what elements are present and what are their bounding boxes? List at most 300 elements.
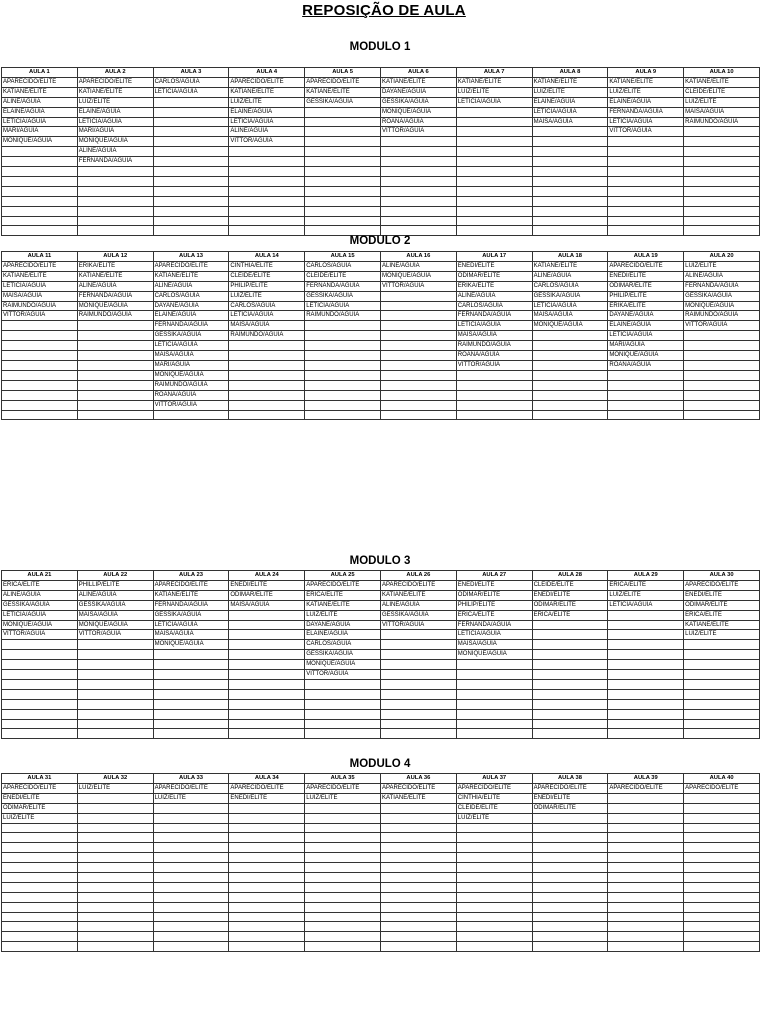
table-cell: VITTOR/AGUIA xyxy=(305,670,381,680)
table-cell xyxy=(532,863,608,873)
table-cell xyxy=(77,922,153,932)
table-cell xyxy=(532,882,608,892)
table-cell xyxy=(608,863,684,873)
table-cell xyxy=(380,853,456,863)
table-cell xyxy=(684,863,760,873)
table-cell: LUIZ/ELITE xyxy=(684,630,760,640)
table-cell xyxy=(2,699,78,709)
table-cell: ENEDI/ELITE xyxy=(532,590,608,600)
table-cell xyxy=(608,932,684,942)
table-row xyxy=(2,216,760,226)
table-cell: ODIMAR/ELITE xyxy=(456,271,532,281)
table-cell xyxy=(77,892,153,902)
table-cell xyxy=(2,872,78,882)
table-cell xyxy=(2,882,78,892)
table-cell xyxy=(77,321,153,331)
column-header: AULA 1 xyxy=(2,68,78,78)
table-cell xyxy=(77,186,153,196)
table-row xyxy=(2,370,760,380)
table-cell: KATIANE/ELITE xyxy=(532,261,608,271)
table-cell xyxy=(608,872,684,882)
table-header-row xyxy=(2,774,760,784)
table-cell xyxy=(608,206,684,216)
table-cell xyxy=(380,331,456,341)
table-cell: ERICA/ELITE xyxy=(608,580,684,590)
table-cell xyxy=(229,410,305,420)
table-cell: VITTOR/AGUIA xyxy=(608,127,684,137)
column-header: AULA 30 xyxy=(684,571,760,581)
table-cell: KATIANE/ELITE xyxy=(380,590,456,600)
table-cell xyxy=(153,892,229,902)
table-cell xyxy=(456,902,532,912)
table-cell: ODIMAR/ELITE xyxy=(684,600,760,610)
table-row xyxy=(2,719,760,729)
table-cell: ERICA/ELITE xyxy=(456,610,532,620)
table-cell xyxy=(305,167,381,177)
table-cell xyxy=(229,390,305,400)
table-cell xyxy=(456,892,532,902)
table-cell: ENEDI/ELITE xyxy=(229,580,305,590)
table-cell xyxy=(684,216,760,226)
table-cell: LETICIA/AGUIA xyxy=(2,610,78,620)
column-header: AULA 12 xyxy=(77,252,153,262)
table-cell: VITTOR/AGUIA xyxy=(380,281,456,291)
table-cell: LUIZ/ELITE xyxy=(532,87,608,97)
table-cell: LETICIA/AGUIA xyxy=(532,301,608,311)
table-row xyxy=(2,610,760,620)
column-header: AULA 17 xyxy=(456,252,532,262)
table-cell xyxy=(456,216,532,226)
table-cell xyxy=(305,186,381,196)
table-cell xyxy=(77,216,153,226)
table-cell xyxy=(380,147,456,157)
table-cell xyxy=(456,400,532,410)
table-cell xyxy=(77,902,153,912)
table-row xyxy=(2,709,760,719)
table-cell: KATIANE/ELITE xyxy=(305,600,381,610)
table-cell xyxy=(380,186,456,196)
table-cell: CARLOS/AGUIA xyxy=(305,261,381,271)
table-cell xyxy=(380,729,456,739)
table-cell xyxy=(153,699,229,709)
table-cell xyxy=(684,127,760,137)
table-cell: APARECIDO/ELITE xyxy=(684,580,760,590)
table-cell xyxy=(77,823,153,833)
table-cell xyxy=(380,311,456,321)
table-cell: ALINE/AGUIA xyxy=(380,261,456,271)
table-cell: MAISA/AGUIA xyxy=(456,331,532,341)
table-cell: ROANA/AGUIA xyxy=(153,390,229,400)
table-cell xyxy=(456,370,532,380)
table-row xyxy=(2,679,760,689)
table-row xyxy=(2,833,760,843)
table-cell xyxy=(305,863,381,873)
table-cell: KATIANE/ELITE xyxy=(77,87,153,97)
table-cell: CARLOS/AGUIA xyxy=(153,77,229,87)
table-cell xyxy=(608,813,684,823)
table-cell: RAIMUNDO/AGUIA xyxy=(456,341,532,351)
table-cell xyxy=(532,689,608,699)
table-cell xyxy=(2,321,78,331)
table-cell: LUIZ/ELITE xyxy=(229,97,305,107)
table-row xyxy=(2,271,760,281)
table-cell xyxy=(2,719,78,729)
table-cell xyxy=(456,719,532,729)
table-cell xyxy=(229,380,305,390)
table-cell: VITTOR/AGUIA xyxy=(2,630,78,640)
table-cell xyxy=(684,922,760,932)
table-cell xyxy=(532,892,608,902)
table-cell xyxy=(608,147,684,157)
table-cell xyxy=(229,902,305,912)
table-cell xyxy=(305,843,381,853)
table-cell: KATIANE/ELITE xyxy=(229,87,305,97)
table-cell xyxy=(684,410,760,420)
table-cell: VITTOR/AGUIA xyxy=(229,137,305,147)
column-header: AULA 7 xyxy=(456,68,532,78)
table-cell xyxy=(532,729,608,739)
table-row xyxy=(2,793,760,803)
table-cell: GESSIKA/AGUIA xyxy=(305,291,381,301)
table-cell xyxy=(684,689,760,699)
table-cell xyxy=(380,196,456,206)
table-cell xyxy=(229,341,305,351)
table-cell xyxy=(153,922,229,932)
table-cell xyxy=(229,833,305,843)
table-cell xyxy=(532,853,608,863)
table-cell: FERNANDA/AGUIA xyxy=(77,157,153,167)
table-cell xyxy=(532,331,608,341)
table-cell xyxy=(153,942,229,952)
table-cell xyxy=(77,699,153,709)
table-cell xyxy=(77,410,153,420)
table-cell: APARECIDO/ELITE xyxy=(380,783,456,793)
table-cell: LETICIA/AGUIA xyxy=(532,107,608,117)
table-cell xyxy=(532,157,608,167)
table-cell: ALINE/AGUIA xyxy=(77,590,153,600)
table-row xyxy=(2,117,760,127)
table-cell: MONIQUE/AGUIA xyxy=(2,137,78,147)
table-row xyxy=(2,351,760,361)
column-header: AULA 26 xyxy=(380,571,456,581)
table-cell xyxy=(2,679,78,689)
table-cell xyxy=(2,196,78,206)
table-row xyxy=(2,186,760,196)
table-row xyxy=(2,77,760,87)
table-cell xyxy=(456,186,532,196)
table-cell xyxy=(532,400,608,410)
table-cell: LETICIA/AGUIA xyxy=(608,117,684,127)
table-cell: ROANA/AGUIA xyxy=(608,360,684,370)
table-cell xyxy=(608,650,684,660)
table-cell: VITTOR/AGUIA xyxy=(77,630,153,640)
table-row xyxy=(2,341,760,351)
table-cell: RAIMUNDO/AGUIA xyxy=(77,311,153,321)
table-cell: ALINE/AGUIA xyxy=(153,281,229,291)
table-cell: ROANA/AGUIA xyxy=(456,351,532,361)
table-cell xyxy=(153,709,229,719)
table-cell xyxy=(2,157,78,167)
table-cell xyxy=(532,410,608,420)
column-header: AULA 4 xyxy=(229,68,305,78)
table-cell xyxy=(380,400,456,410)
table-cell xyxy=(456,699,532,709)
table-cell: ERIKA/ELITE xyxy=(77,261,153,271)
table-row xyxy=(2,640,760,650)
table-cell: KATIANE/ELITE xyxy=(380,793,456,803)
table-cell: MAISA/AGUIA xyxy=(229,321,305,331)
table-cell xyxy=(684,892,760,902)
table-cell xyxy=(456,729,532,739)
table-cell xyxy=(532,216,608,226)
table-cell xyxy=(229,630,305,640)
column-header: AULA 14 xyxy=(229,252,305,262)
table-cell xyxy=(77,206,153,216)
table-cell xyxy=(608,670,684,680)
table-cell: ODIMAR/ELITE xyxy=(229,590,305,600)
table-cell: DAYANE/AGUIA xyxy=(153,301,229,311)
table-cell xyxy=(380,863,456,873)
table-cell xyxy=(532,660,608,670)
table-cell xyxy=(532,351,608,361)
table-row xyxy=(2,872,760,882)
table-cell xyxy=(2,206,78,216)
table-cell: MAISA/AGUIA xyxy=(77,610,153,620)
table-cell xyxy=(153,97,229,107)
table-cell xyxy=(684,882,760,892)
table-cell xyxy=(380,719,456,729)
table-cell xyxy=(229,610,305,620)
table-cell xyxy=(684,360,760,370)
table-cell xyxy=(456,912,532,922)
table-cell xyxy=(456,689,532,699)
table-cell xyxy=(77,853,153,863)
table-cell xyxy=(684,679,760,689)
table-cell: FERNANDA/AGUIA xyxy=(153,600,229,610)
table-cell xyxy=(532,823,608,833)
table-cell: ALINE/AGUIA xyxy=(684,271,760,281)
table-cell: ODIMAR/ELITE xyxy=(456,590,532,600)
table-cell xyxy=(608,630,684,640)
table-cell: ERICA/ELITE xyxy=(532,610,608,620)
table-cell xyxy=(229,813,305,823)
table-cell xyxy=(532,699,608,709)
table-cell: GESSIKA/AGUIA xyxy=(380,610,456,620)
table-cell: KATIANE/ELITE xyxy=(532,77,608,87)
table-row xyxy=(2,863,760,873)
table-cell xyxy=(2,167,78,177)
table-cell xyxy=(2,390,78,400)
table-cell xyxy=(229,823,305,833)
table-cell: ALINE/AGUIA xyxy=(77,147,153,157)
table-cell xyxy=(684,843,760,853)
table-cell xyxy=(684,670,760,680)
table-row xyxy=(2,922,760,932)
table-cell: LETICIA/AGUIA xyxy=(77,117,153,127)
table-cell: GESSIKA/AGUIA xyxy=(153,331,229,341)
table-cell xyxy=(608,892,684,902)
table-row xyxy=(2,167,760,177)
table-cell xyxy=(380,216,456,226)
table-cell xyxy=(456,863,532,873)
table-cell xyxy=(77,331,153,341)
table-cell xyxy=(2,640,78,650)
table-cell xyxy=(532,679,608,689)
table-cell xyxy=(380,912,456,922)
table-cell: CARLOS/AGUIA xyxy=(229,301,305,311)
table-cell xyxy=(456,176,532,186)
table-cell xyxy=(532,872,608,882)
table-cell xyxy=(608,912,684,922)
table-header-row xyxy=(2,68,760,78)
table-cell: ELAINE/AGUIA xyxy=(532,97,608,107)
table-row xyxy=(2,380,760,390)
table-cell: MONIQUE/AGUIA xyxy=(77,137,153,147)
column-header: AULA 25 xyxy=(305,571,381,581)
table-cell xyxy=(532,196,608,206)
table-cell: DAYANE/AGUIA xyxy=(608,311,684,321)
table-cell: MAISA/AGUIA xyxy=(2,291,78,301)
table-cell xyxy=(229,167,305,177)
table-cell xyxy=(608,942,684,952)
table-cell xyxy=(77,803,153,813)
column-header: AULA 10 xyxy=(684,68,760,78)
table-cell xyxy=(380,137,456,147)
table-cell xyxy=(2,843,78,853)
table-cell xyxy=(380,206,456,216)
table-cell: LUIZ/ELITE xyxy=(456,813,532,823)
table-cell: ROANA/AGUIA xyxy=(380,117,456,127)
table-cell: PHILIP/ELITE xyxy=(229,281,305,291)
table-row xyxy=(2,281,760,291)
table-cell xyxy=(380,640,456,650)
table-cell: MONIQUE/AGUIA xyxy=(153,370,229,380)
table-cell xyxy=(456,853,532,863)
page-title: REPOSIÇÃO DE AULA xyxy=(302,2,466,19)
table-cell: DAYANE/AGUIA xyxy=(380,87,456,97)
table-cell xyxy=(2,370,78,380)
table-cell: FERNANDA/AGUIA xyxy=(305,281,381,291)
column-header: AULA 39 xyxy=(608,774,684,784)
table-cell xyxy=(153,882,229,892)
table-cell xyxy=(2,331,78,341)
table-cell xyxy=(153,670,229,680)
table-cell xyxy=(608,679,684,689)
table-cell: APARECIDO/ELITE xyxy=(153,580,229,590)
table-cell xyxy=(229,620,305,630)
table-cell xyxy=(380,390,456,400)
module-3-table xyxy=(1,570,760,739)
table-cell xyxy=(532,932,608,942)
table-cell xyxy=(608,157,684,167)
table-cell xyxy=(2,147,78,157)
table-cell xyxy=(380,410,456,420)
table-cell xyxy=(153,137,229,147)
table-cell xyxy=(77,196,153,206)
table-cell: MAISA/AGUIA xyxy=(153,630,229,640)
table-row xyxy=(2,660,760,670)
table-cell: CARLOS/AGUIA xyxy=(532,281,608,291)
table-cell: LUIZ/ELITE xyxy=(684,97,760,107)
table-cell xyxy=(684,147,760,157)
table-cell xyxy=(153,803,229,813)
table-row xyxy=(2,157,760,167)
table-cell xyxy=(2,912,78,922)
table-cell xyxy=(456,390,532,400)
table-cell: KATIANE/ELITE xyxy=(305,87,381,97)
table-cell: ODIMAR/ELITE xyxy=(532,803,608,813)
table-cell: KATIANE/ELITE xyxy=(608,77,684,87)
table-cell xyxy=(608,640,684,650)
table-row xyxy=(2,600,760,610)
table-cell xyxy=(229,872,305,882)
module-1-title: MODULO 1 xyxy=(349,41,411,53)
table-cell xyxy=(380,167,456,177)
column-header: AULA 23 xyxy=(153,571,229,581)
table-cell xyxy=(608,882,684,892)
table-cell: APARECIDO/ELITE xyxy=(608,261,684,271)
table-cell xyxy=(456,843,532,853)
table-cell xyxy=(456,679,532,689)
table-cell: ENEDI/ELITE xyxy=(2,793,78,803)
table-header-row xyxy=(2,252,760,262)
table-cell: MARI/AGUIA xyxy=(2,127,78,137)
table-cell xyxy=(532,630,608,640)
table-header-row xyxy=(2,571,760,581)
table-cell xyxy=(684,719,760,729)
table-cell: KATIANE/ELITE xyxy=(684,77,760,87)
table-cell xyxy=(305,803,381,813)
table-cell xyxy=(532,186,608,196)
table-row xyxy=(2,97,760,107)
table-cell: KATIANE/ELITE xyxy=(2,271,78,281)
table-cell xyxy=(153,117,229,127)
table-row xyxy=(2,147,760,157)
table-row xyxy=(2,291,760,301)
table-cell xyxy=(684,699,760,709)
table-cell xyxy=(305,127,381,137)
table-row xyxy=(2,843,760,853)
table-cell: RAIMUNDO/AGUIA xyxy=(229,331,305,341)
table-cell: ENEDI/ELITE xyxy=(456,580,532,590)
table-cell xyxy=(684,660,760,670)
table-cell: ELAINE/AGUIA xyxy=(305,630,381,640)
table-cell xyxy=(2,922,78,932)
table-cell xyxy=(229,650,305,660)
table-cell xyxy=(380,932,456,942)
table-cell: KATIANE/ELITE xyxy=(2,87,78,97)
table-cell xyxy=(305,390,381,400)
table-cell: ERIKA/ELITE xyxy=(608,301,684,311)
table-cell xyxy=(2,689,78,699)
table-cell xyxy=(305,729,381,739)
table-cell xyxy=(380,370,456,380)
table-cell: MARI/AGUIA xyxy=(77,127,153,137)
table-cell xyxy=(2,410,78,420)
table-cell: VITTOR/AGUIA xyxy=(684,321,760,331)
table-cell xyxy=(229,942,305,952)
table-row xyxy=(2,932,760,942)
table-cell: LETICIA/AGUIA xyxy=(153,620,229,630)
table-cell: LUIZ/ELITE xyxy=(684,261,760,271)
table-row xyxy=(2,176,760,186)
table-cell xyxy=(684,813,760,823)
table-cell xyxy=(380,341,456,351)
table-cell xyxy=(608,196,684,206)
table-cell xyxy=(380,291,456,301)
table-cell xyxy=(684,803,760,813)
column-header: AULA 6 xyxy=(380,68,456,78)
